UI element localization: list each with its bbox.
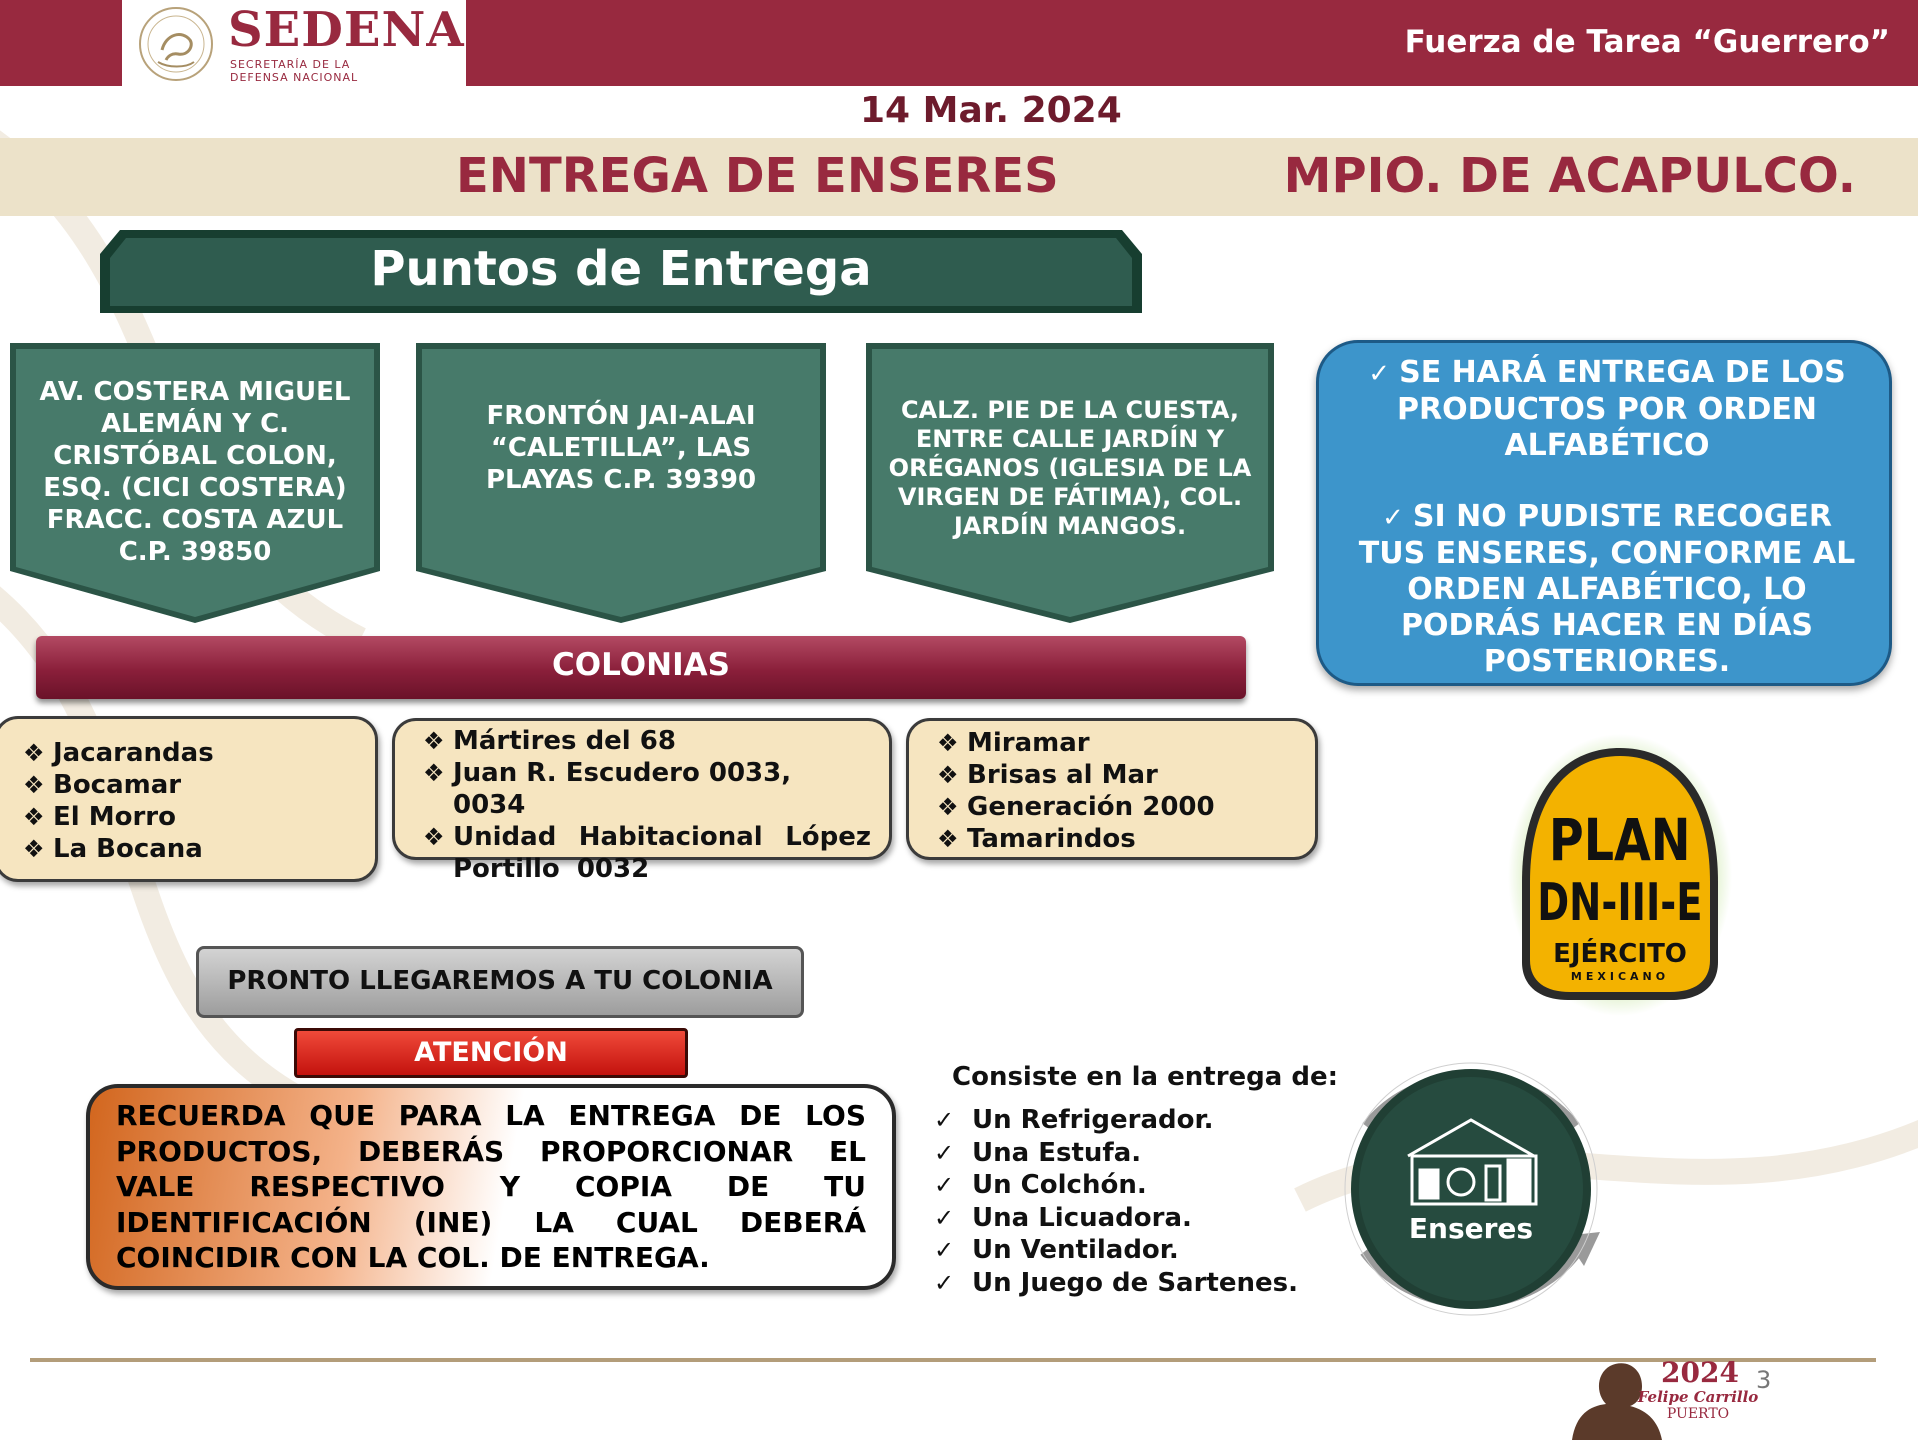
- list-item: [23, 769, 363, 801]
- colonia-name: Jacarandas: [53, 738, 214, 768]
- check-icon: ✓: [1382, 503, 1413, 533]
- list-item: [23, 801, 363, 833]
- colonias-title: COLONIAS: [552, 647, 730, 683]
- atencion-text: ATENCIÓN: [414, 1037, 568, 1068]
- colonia-name: La Bocana: [53, 834, 203, 864]
- list-item: [934, 1202, 1298, 1235]
- enseres-graphic: [1326, 1056, 1616, 1322]
- check-icon: ✓: [934, 1106, 955, 1134]
- check-icon: ✓: [934, 1236, 955, 1264]
- bullet-icon: ❖: [423, 759, 445, 787]
- check-icon: ✓: [934, 1268, 955, 1297]
- item-name: Una Estufa.: [972, 1137, 1142, 1168]
- item-name: Un Refrigerador.: [972, 1105, 1214, 1135]
- list-item: [934, 1234, 1298, 1267]
- enseres-label: Enseres: [1408, 1212, 1534, 1245]
- footer-name2: PUERTO: [1666, 1406, 1730, 1422]
- item-name: Un Colchón.: [972, 1170, 1147, 1200]
- list-item: [934, 1169, 1298, 1202]
- task-force-title: Fuerza de Tarea “Guerrero”: [1404, 24, 1890, 60]
- pronto-text: PRONTO LLEGAREMOS A TU COLONIA: [227, 966, 773, 996]
- list-item: [937, 823, 1297, 855]
- date: 14 Mar. 2024: [860, 90, 1122, 131]
- bullet-icon: ❖: [23, 771, 45, 799]
- page-number: 3: [1756, 1366, 1772, 1394]
- delivery-point-1: AV. COSTERA MIGUEL ALEMÁN Y C. CRISTÓBAL COLON, ESQ. (CICI COSTERA) FRACC. COSTA AZUL C.P. 39850: [39, 377, 351, 567]
- check-icon: ✓: [934, 1138, 955, 1167]
- colonia-name: El Morro: [53, 802, 176, 832]
- municipality-title: MPIO. DE ACAPULCO.: [1283, 148, 1856, 204]
- reminder-text-last: COINCIDIR CON LA COL. DE ENTREGA.: [116, 1241, 710, 1274]
- bullet-icon: ❖: [23, 835, 45, 863]
- bullet-icon: ❖: [23, 803, 45, 831]
- colonia-name: Unidad Habitacional López Portillo 0032: [453, 822, 871, 884]
- info-text: SI NO PUDISTE RECOGER TUS ENSERES, CONFORME AL ORDEN ALFABÉTICO, LO PODRÁS HACER EN DÍAS POSTERIORES.: [1358, 499, 1856, 679]
- bullet-icon: ❖: [937, 793, 959, 821]
- list-item: [23, 833, 363, 865]
- list-item: [937, 727, 1297, 759]
- colonia-name: Tamarindos: [967, 824, 1136, 854]
- colonias-group-1: [0, 716, 378, 882]
- list-item: [423, 757, 871, 821]
- check-icon: ✓: [934, 1171, 955, 1199]
- colonia-name: Brisas al Mar: [967, 760, 1158, 790]
- delivery-point-3: CALZ. PIE DE LA CUESTA, ENTRE CALLE JARDÍN Y ORÉGANOS (IGLESIA DE LA VIRGEN DE FÁTIMA), COL. JARDÍN MANGOS.: [888, 395, 1252, 540]
- list-item: [937, 791, 1297, 823]
- item-name: Un Ventilador.: [972, 1235, 1179, 1265]
- bullet-icon: ❖: [937, 729, 959, 757]
- colonias-group-2: [392, 718, 892, 884]
- national-seal-icon: [132, 4, 220, 84]
- badge-line-2: DN-III-E: [1537, 872, 1703, 933]
- list-item: [23, 737, 363, 769]
- list-item: [423, 821, 871, 885]
- page-title: ENTREGA DE ENSERES: [456, 148, 1059, 204]
- colonia-name: Juan R. Escudero 0033, 0034: [453, 758, 792, 820]
- delivery-point-2: FRONTÓN JAI-ALAI “CALETILLA”, LAS PLAYAS C.P. 39390: [485, 401, 757, 495]
- badge-line-4: MEXICANO: [1570, 970, 1670, 983]
- consiste-title: Consiste en la entrega de:: [952, 1062, 1339, 1092]
- list-item: [934, 1267, 1298, 1300]
- footer-2024-logo: [1566, 1354, 1759, 1440]
- bullet-icon: ❖: [937, 761, 959, 789]
- item-name: Una Licuadora.: [972, 1202, 1192, 1233]
- reminder-text: RECUERDA QUE PARA LA ENTREGA DE LOS PRODUCTOS, DEBERÁS PROPORCIONAR EL VALE RESPECTIVO Y COPIA DE TU IDENTIFICACIÓN (INE) LA CUAL DEBERÁ: [116, 1099, 866, 1239]
- check-icon: ✓: [1368, 359, 1400, 389]
- list-item: [937, 759, 1297, 791]
- check-icon: ✓: [934, 1203, 955, 1232]
- brand-subtitle: SECRETARÍA DE LA DEFENSA NACIONAL: [230, 58, 359, 84]
- colonia-name: Mártires del 68: [453, 726, 676, 756]
- info-text: SE HARÁ ENTREGA DE LOS PRODUCTOS POR ORDEN ALFABÉTICO: [1396, 355, 1846, 463]
- list-item: [934, 1104, 1298, 1137]
- bullet-icon: ❖: [423, 823, 445, 851]
- enseres-list: [934, 1104, 1298, 1299]
- colonia-name: Bocamar: [53, 770, 182, 800]
- bullet-icon: ❖: [937, 825, 959, 853]
- item-name: Un Juego de Sartenes.: [972, 1267, 1298, 1298]
- colonias-group-3: [906, 718, 1318, 860]
- colonia-name: Miramar: [967, 728, 1090, 758]
- list-item: [934, 1137, 1298, 1170]
- footer-year: 2024: [1661, 1356, 1739, 1389]
- footer-name: Felipe Carrillo: [1637, 1388, 1759, 1406]
- colonia-name: Generación 2000: [967, 792, 1215, 822]
- plan-dn-iii-e-badge: [1500, 730, 1740, 1020]
- info-item-2: [1353, 499, 1861, 680]
- info-box: [1316, 340, 1892, 686]
- puntos-title: Puntos de Entrega: [370, 241, 872, 297]
- info-item-1: [1353, 355, 1861, 464]
- brand-name: SEDENA: [228, 2, 465, 58]
- bullet-icon: ❖: [423, 727, 445, 755]
- bullet-icon: ❖: [23, 739, 45, 767]
- badge-line-1: PLAN: [1548, 806, 1691, 875]
- list-item: [423, 725, 871, 757]
- badge-line-3: EJÉRCITO: [1553, 939, 1687, 969]
